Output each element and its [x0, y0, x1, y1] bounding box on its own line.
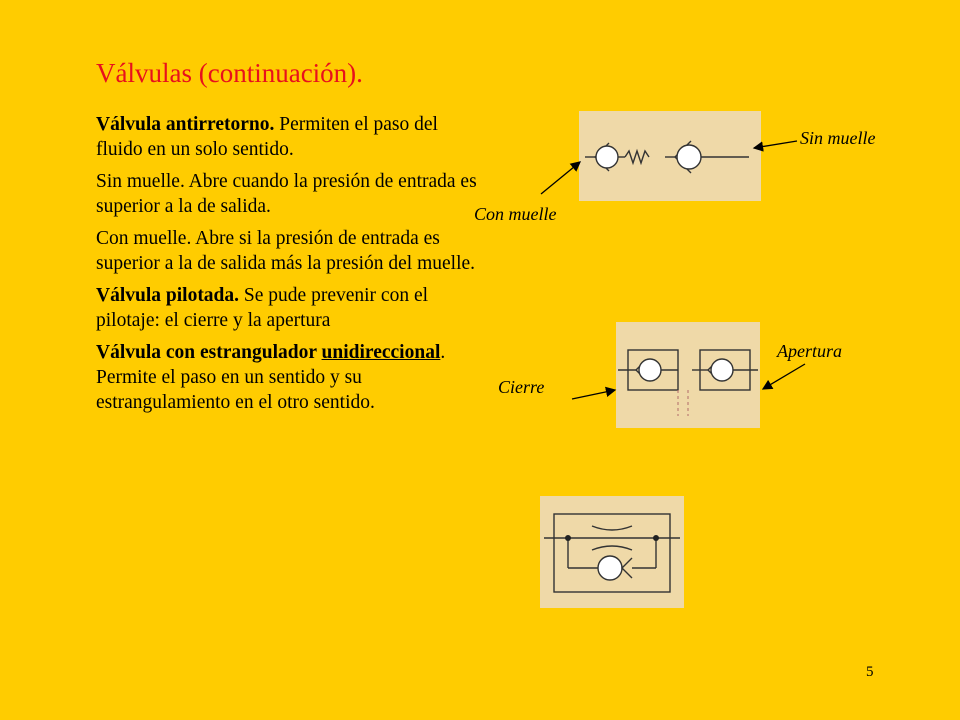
piloted-heading: Válvula pilotada. [96, 285, 240, 306]
paragraph-with-spring: Con muelle. Abre si la presión de entrada es superior a la de salida más la presión del muelle. [96, 228, 476, 274]
paragraph-no-spring: Sin muelle. Abre cuando la presión de entrada es superior a la de salida. [96, 171, 477, 217]
page-number: 5 [866, 664, 874, 680]
slide-title: Válvulas (continuación). [96, 58, 363, 88]
arrow-sin-muelle [754, 141, 797, 148]
check-valve-heading: Válvula antirretorno. [96, 114, 275, 135]
label-cierre: Cierre [498, 377, 545, 397]
label-sin-muelle: Sin muelle [800, 128, 876, 148]
check-valve-desc: Permiten el paso del fluido en un solo sentido. [96, 114, 438, 160]
arrow-con-muelle [541, 162, 580, 194]
throttle-desc: . Permite el paso en un sentido y su estrangulamiento en el otro sentido. [96, 342, 446, 413]
arrow-cierre [572, 390, 615, 399]
arrow-apertura [763, 364, 805, 389]
label-apertura: Apertura [777, 341, 842, 361]
throttle-heading: Válvula con estrangulador [96, 342, 322, 363]
piloted-desc: Se pude prevenir con el pilotaje: el cierre y la apertura [96, 285, 429, 331]
throttle-heading-underlined: unidireccional [321, 342, 441, 363]
label-con-muelle: Con muelle [474, 204, 557, 224]
